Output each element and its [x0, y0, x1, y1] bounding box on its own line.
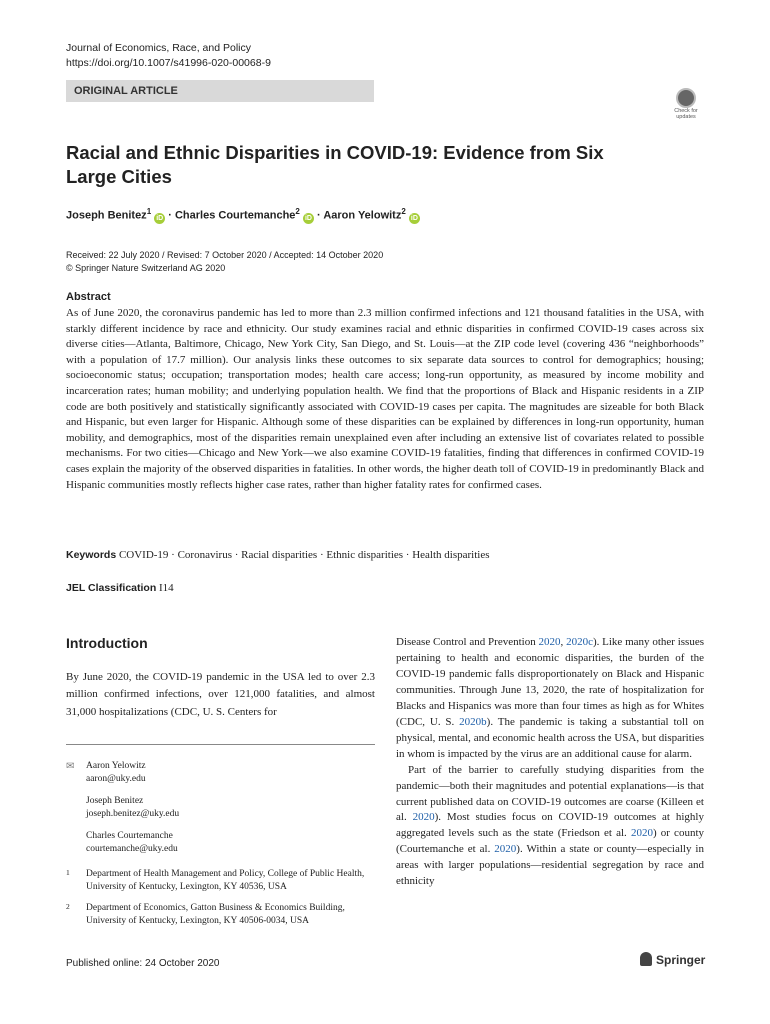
author-contacts [66, 760, 375, 865]
keywords-label: Keywords [66, 549, 117, 561]
citation-link[interactable]: 2020 [494, 843, 517, 856]
orcid-icon[interactable]: iD [156, 214, 164, 222]
orcid-icon[interactable]: iD [410, 214, 418, 222]
citation-link[interactable]: 2020 [412, 811, 435, 824]
citation-link[interactable]: 2020c [566, 636, 593, 648]
citation-link[interactable]: 2020 [630, 827, 653, 840]
paragraph: Disease Control and Prevention 2020, 2020c). Like many other issues pertaining to health and economic disparities, the burden of the COVID-19 pandemic falls disproportionately on Black and Hispanic communities. Through June 13, 2020, the rate of hospitalization for Blacks and Hispanics was more than four times as high as for Whites (CDC, U. S. 2020b). The pandemic is taking a substantial toll on physical, mental, and economic health across the USA, but disparities in whom is impacted by the virus are an additional cause for alarm. [396, 636, 704, 760]
keywords-text: COVID-19 · Coronavirus · Racial disparities · Ethnic disparities · Health disparities [118, 549, 490, 561]
footnote-divider [66, 744, 375, 745]
history-dates: Received: 22 July 2020 / Revised: 7 October 2020 / Accepted: 14 October 2020 [66, 250, 384, 260]
publisher-logo: Springer [640, 952, 705, 967]
springer-horse-icon [640, 952, 652, 966]
contact-block [66, 760, 375, 786]
check-for-updates-button[interactable]: Check for updates [668, 86, 704, 122]
article-dates [66, 249, 383, 275]
affiliation: 2 Department of Economics, Gatton Business & Economics Building, University of Kentucky, Lexington, KY 40506-0034, USA [66, 902, 345, 926]
citation-link[interactable]: 2020b [459, 715, 487, 728]
contact-name: Charles Courtemanche [86, 831, 173, 841]
jel-classification [66, 582, 174, 594]
author-name[interactable]: Joseph Benitez [66, 209, 147, 222]
affiliations [66, 868, 375, 936]
citation-link[interactable]: 2020 [538, 636, 561, 648]
check-updates-icon [676, 88, 696, 108]
contact-block [66, 830, 375, 856]
contact-block [66, 795, 375, 821]
copyright: © Springer Nature Switzerland AG 2020 [66, 263, 226, 273]
doi-link[interactable]: https://doi.org/10.1007/s41996-020-00068-9 [66, 57, 271, 69]
paragraph: Part of the barrier to carefully studying disparities from the pandemic—both their magnitudes and potential explanations—is that current published data on COVID-19 outcomes are coarse (Killeen et al. 2020). Most studies focus on COVID-19 outcomes at highly aggregated levels such as the state (Friedson et al. 2020) or county (Courtemanche et al. 2020). Within a state or county—especially in areas with larger populations—residential segregation by race and ethnicity [396, 763, 704, 888]
jel-code: I14 [159, 582, 174, 594]
author-name[interactable]: Charles Courtemanche [174, 209, 296, 222]
jel-label: JEL Classification [66, 582, 157, 594]
journal-header [66, 41, 271, 71]
keywords [66, 549, 490, 561]
contact-name: Aaron Yelowitz [86, 761, 146, 771]
envelope-icon: ✉ [66, 761, 75, 772]
contact-email[interactable]: joseph.benitez@uky.edu [86, 809, 180, 819]
orcid-icon[interactable]: iD [304, 214, 312, 222]
author-name[interactable]: Aaron Yelowitz [323, 209, 402, 222]
contact-email[interactable]: courtemanche@uky.edu [86, 844, 178, 854]
journal-name: Journal of Economics, Race, and Policy [66, 42, 252, 54]
contact-name: Joseph Benitez [86, 796, 144, 806]
abstract-heading: Abstract [66, 291, 111, 303]
affiliation: 1 Department of Health Management and Policy, College of Public Health, University of Kentucky, Lexington, KY 40536, USA [66, 868, 365, 892]
published-online: Published online: 24 October 2020 [66, 958, 220, 969]
intro-text-right [396, 635, 704, 890]
article-type-badge: ORIGINAL ARTICLE [66, 80, 374, 102]
intro-paragraph-left: By June 2020, the COVID-19 pandemic in the USA led to over 2.3 million confirmed infections, over 121,000 fatalities, and almost 31,000 hospitalizations (CDC, U. S. Centers for [66, 671, 375, 718]
author-list: Joseph Benitez$^1$ iD · Charles Courtemanche$^2$ iD · Aaron Yelowitz$^2$ iD [66, 207, 418, 222]
contact-email[interactable]: aaron@uky.edu [86, 774, 146, 784]
abstract-body: As of June 2020, the coronavirus pandemic has led to more than 2.3 million confirmed infections and 121 thousand fatalities in the USA, with starkly different incidence by race and ethnicity. Our study examines racial and ethnic disparities in confirmed COVID-19 cases across six diverse cities—Atlanta, Baltimore, Chicago, New York City, San Diego, and St. Louis—at the ZIP code level (covering 436 “neighborhoods” with a population of 17.7 million). Our analysis links these outcomes to six separate data sources to control for demographics; housing; socioeconomic status; occupation; transportation modes; health care access; long-run opportunity, as measured by income mobility and incarceration rates; human mobility; and underlying population health. We find that the proportions of Black and Hispanic residents in a ZIP code are both positively and statistically significantly associated with COVID-19 cases per capita. The magnitudes are sizeable for both Black and Hispanic, but even larger for Hispanic. Although some of these disparities can be explained by differences in long-run opportunity, human mobility, and demographics, most of the disparities remain unexplained even after including an extensive list of covariates related to possible mechanisms. For two cities—Chicago and New York—we also examine COVID-19 fatalities, finding that differences in confirmed COVID-19 cases explain the majority of the observed disparities in fatalities. In other words, the higher death toll of COVID-19 in predominantly Black and Hispanic communities mostly reflects higher case rates, rather than higher fatality rates for confirmed cases. [66, 307, 704, 491]
section-heading-introduction: Introduction [66, 635, 148, 651]
article-title: Racial and Ethnic Disparities in COVID-19: Evidence from Six Large Cities [66, 142, 604, 187]
